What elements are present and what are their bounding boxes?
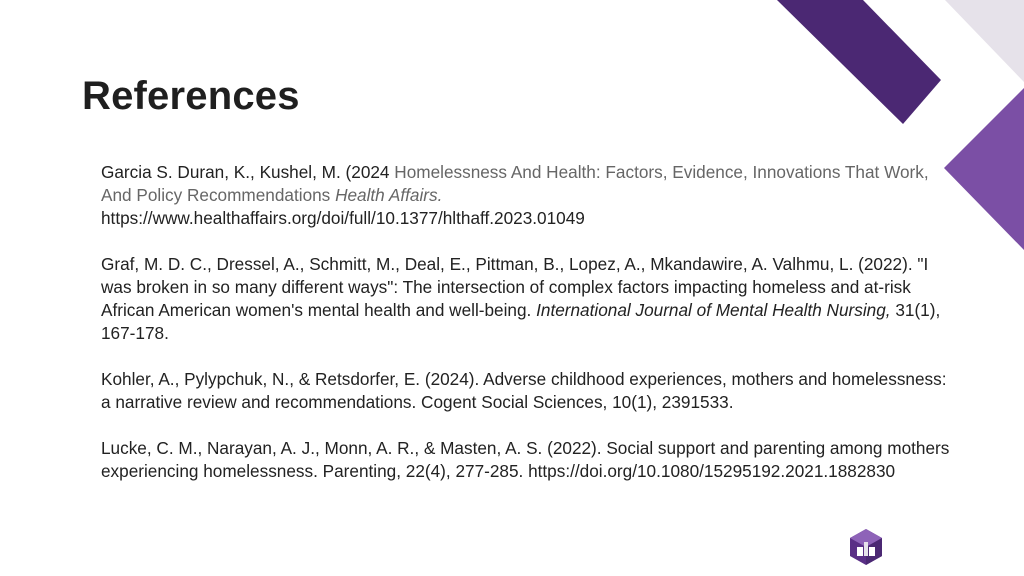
reference-journal: Health Affairs. [335,185,443,205]
reference-article-title: Homelessness And Health: Factors, Evidence, Innovations That Work, And Policy Recommendations [101,162,929,205]
reference-journal: International Journal of Mental Health Nursing, [536,300,891,320]
reference-lucke: Lucke, C. M., Narayan, A. J., Monn, A. R., & Masten, A. S. (2022). Social support and parenting among mothers experiencing homelessness. Parenting, 22(4), 277-285. https://doi.org/10.1080/15295192.2021.1882830 [101,438,950,481]
reference-garcia [101,161,951,230]
reference-graf [101,253,951,345]
purple-chevron [944,88,1024,250]
reference-kohler: Kohler, A., Pylypchuk, N., & Retsdorfer, E. (2024). Adverse childhood experiences, mothers and homelessness: a narrative review and recommendations. Cogent Social Sciences, 10(1), 2391533. [101,369,947,412]
reference-list [101,161,951,506]
cube-logo-icon [846,527,886,567]
reference-authors: Garcia S. Duran, K., Kushel, M. (2024 [101,162,395,182]
page-title: References [82,74,300,118]
reference-url[interactable]: https://www.healthaffairs.org/doi/full/10.1377/hlthaff.2023.01049 [101,208,585,228]
dark-diagonal-band [777,0,941,124]
reference-volume: 31(1), 167-178. [101,300,941,343]
reference-citation: Graf, M. D. C., Dressel, A., Schmitt, M., Deal, E., Pittman, B., Lopez, A., Mkandawire, A. Valhmu, L. (2022). "I was broken in so many different ways": The intersection of complex factors impacting homeless and at-risk African American women's mental health and well-being. [101,254,929,320]
light-triangle [945,0,1024,82]
